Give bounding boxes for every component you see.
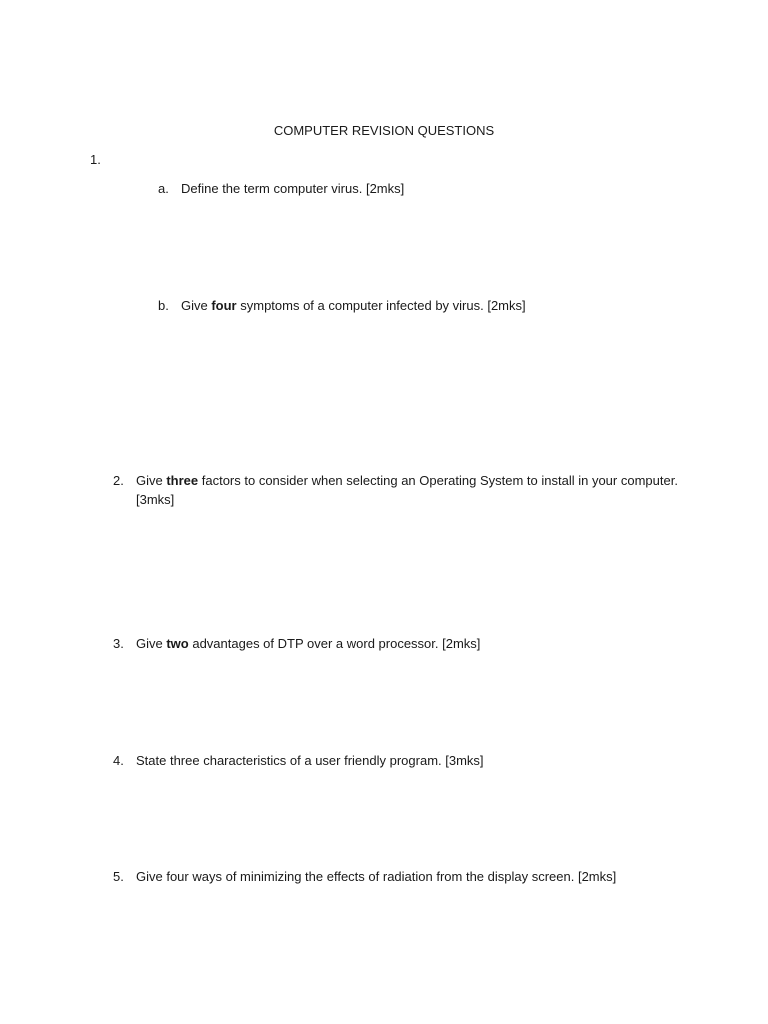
question-1a-text: Define the term computer virus. [2mks] <box>181 181 405 196</box>
question-3-pre: Give <box>136 636 167 651</box>
question-4-text: State three characteristics of a user friendly program. [3mks] <box>136 753 484 768</box>
question-1a-marker: a. <box>158 181 169 196</box>
question-4-number: 4. <box>113 753 124 768</box>
question-2-text <box>136 472 678 490</box>
question-1b-marker: b. <box>158 298 169 313</box>
question-2-number: 2. <box>113 473 124 488</box>
question-2-pre: Give <box>136 473 167 488</box>
question-5-number: 5. <box>113 869 124 884</box>
question-3-post: advantages of DTP over a word processor. [2mks] <box>188 636 481 651</box>
document-title: COMPUTER REVISION QUESTIONS <box>273 123 495 138</box>
question-2-marks: [3mks] <box>136 492 175 507</box>
question-1b-pre: Give <box>181 298 212 313</box>
question-2-bold: three <box>166 473 199 488</box>
question-1b-bold: four <box>211 298 237 313</box>
question-3-number: 3. <box>113 636 124 651</box>
question-1b-text <box>181 297 526 315</box>
question-3-bold: two <box>166 636 189 651</box>
question-1-number: 1. <box>90 152 101 167</box>
question-2-post: factors to consider when selecting an Operating System to install in your computer. <box>198 473 678 488</box>
question-5-text: Give four ways of minimizing the effects of radiation from the display screen. [2mks] <box>136 869 617 884</box>
question-3-text <box>136 635 480 653</box>
question-1b-post: symptoms of a computer infected by virus. [2mks] <box>236 298 526 313</box>
